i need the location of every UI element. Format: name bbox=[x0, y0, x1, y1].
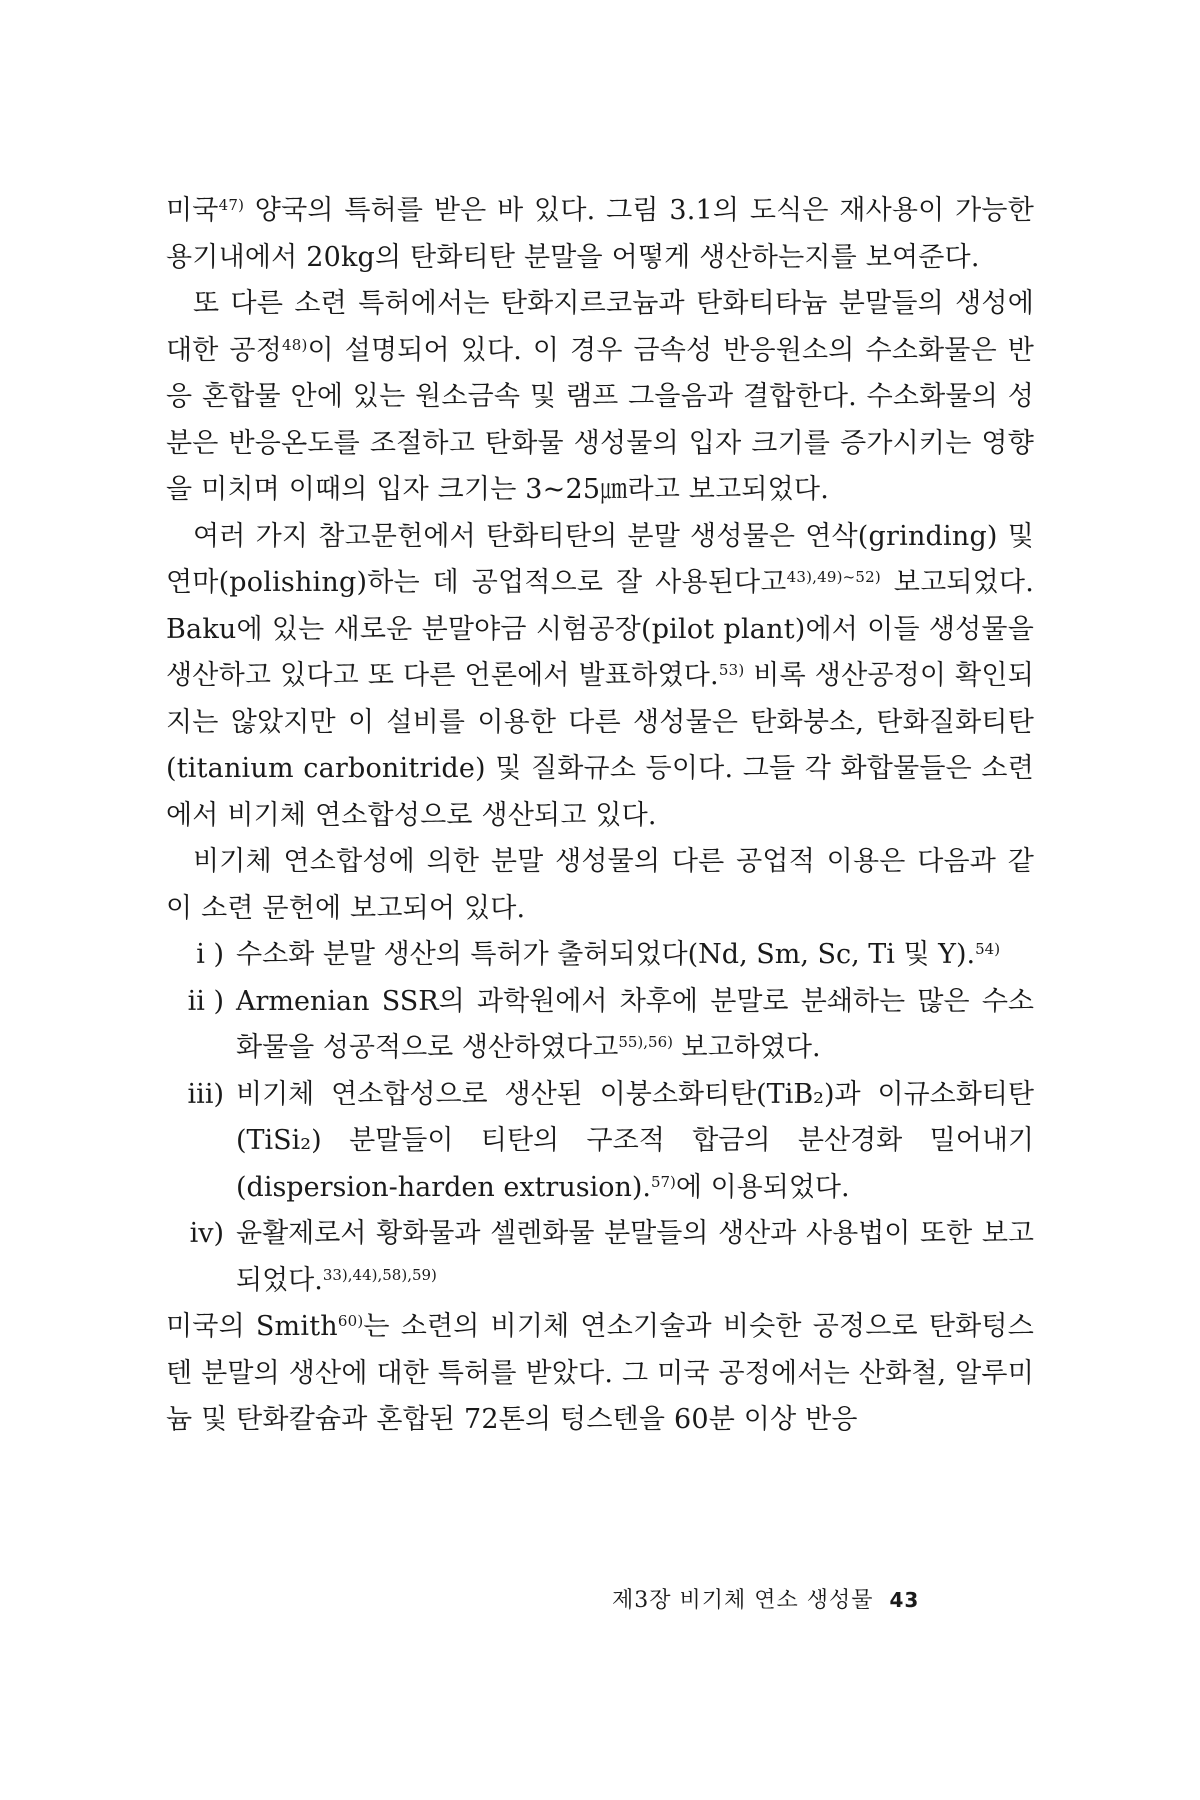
page-footer bbox=[612, 1585, 919, 1616]
paragraph-2 bbox=[166, 281, 1034, 514]
list-text: 에 이용되었다. bbox=[675, 1171, 850, 1203]
list-text: 보고하였다. bbox=[672, 1032, 821, 1063]
paragraph-text: 미국의 Smith bbox=[166, 1311, 338, 1342]
body-text bbox=[166, 188, 1034, 1444]
list-text: 비기체 연소합성으로 생산된 이붕소화티탄(TiB₂)과 이규소화티탄(TiSi₂) 분말들이 티탄의 구조적 합금의 분산경화 밀어내기(dispersion-harden extrusion). bbox=[236, 1078, 1034, 1203]
list-item-text bbox=[236, 1211, 1034, 1304]
list-marker: ii ) bbox=[187, 985, 224, 1017]
paragraph-text: 양국의 특허를 받은 바 있다. 그림 3.1의 도식은 재사용이 가능한 용기내에서 20kg의 탄화티탄 분말을 어떻게 생산하는지를 보여준다. bbox=[166, 195, 1034, 273]
paragraph-text: 는 소련의 비기체 연소기술과 비슷한 공정으로 탄화텅스텐 분말의 생산에 대한 특허를 받았다. 그 미국 공정에서는 산화철, 알루미늄 및 탄화칼슘과 혼합된 72톤의 텅스텐을 60분 이상 반응 bbox=[166, 1311, 1034, 1435]
footnote-ref: 57) bbox=[650, 1172, 676, 1191]
paragraph-4 bbox=[166, 839, 1034, 932]
list-marker: iv) bbox=[189, 1218, 224, 1249]
footnote-ref: 60) bbox=[337, 1312, 364, 1330]
list-marker: i ) bbox=[196, 939, 224, 970]
numbered-list bbox=[166, 932, 1034, 1304]
list-item bbox=[166, 979, 1034, 1072]
list-item-text bbox=[236, 932, 1034, 979]
list-text: 윤활제로서 황화물과 셀렌화물 분말들의 생산과 사용법이 또한 보고되었다. bbox=[236, 1218, 1034, 1296]
footnote-ref: 54) bbox=[975, 940, 1001, 958]
paragraph-3 bbox=[166, 514, 1034, 840]
footnote-ref: 47) bbox=[218, 196, 245, 214]
page-number: 43 bbox=[889, 1588, 920, 1612]
footnote-ref: 43),49)~52) bbox=[786, 568, 881, 586]
list-marker: iii) bbox=[187, 1078, 224, 1110]
running-footer-chapter: 제3장 비기체 연소 생성물 bbox=[612, 1588, 874, 1613]
paragraph-5 bbox=[166, 1304, 1034, 1444]
footnote-ref: 33),44),58),59) bbox=[322, 1265, 437, 1284]
paragraph-1 bbox=[166, 188, 1034, 281]
footnote-ref: 48) bbox=[282, 335, 308, 354]
list-item-text bbox=[236, 979, 1034, 1072]
list-item bbox=[166, 932, 1034, 979]
paragraph-text: 비록 생산공정이 확인되지는 않았지만 이 설비를 이용한 다른 생성물은 탄화붕소, 탄화질화티탄(titanium carbonitride) 및 질화규소 등이다. 그들 각 화합물들은 소련에서 비기체 연소합성으로 생산되고 있다. bbox=[166, 660, 1034, 831]
paragraph-text: 또 다른 소련 특허에서는 탄화지르코늄과 탄화티타늄 분말들의 생성에 대한 공정 bbox=[166, 288, 1034, 366]
paragraph-text: 이 설명되어 있다. 이 경우 금속성 반응원소의 수소화물은 반응 혼합물 안에 있는 원소금속 및 램프 그을음과 결합한다. 수소화물의 성분은 반응온도를 조절하고 탄화물 생성물의 입자 크기를 증가시키는 영향을 미치며 이때의 입자 크기는 3~25㎛라고 보고되었다. bbox=[166, 334, 1034, 505]
footnote-ref: 53) bbox=[718, 661, 745, 679]
paragraph-text: 여러 가지 참고문헌에서 탄화티탄의 분말 생성물은 연삭(grinding) 및 연마(polishing)하는 데 공업적으로 잘 사용된다고 bbox=[166, 520, 1034, 598]
list-text: 수소화 분말 생산의 특허가 출허되었다(Nd, Sm, Sc, Ti 및 Y). bbox=[236, 939, 976, 970]
list-item bbox=[166, 1072, 1034, 1212]
list-item bbox=[166, 1211, 1034, 1304]
list-item-text bbox=[236, 1072, 1034, 1212]
paragraph-text: 보고되었다. Baku에 있는 새로운 분말야금 시험공장(pilot plant)에서 이들 생성물을 생산하고 있다고 또 다른 언론에서 발표하였다. bbox=[166, 567, 1034, 691]
paragraph-text: 비기체 연소합성에 의한 분말 생성물의 다른 공업적 이용은 다음과 같이 소련 문헌에 보고되어 있다. bbox=[166, 846, 1034, 924]
list-text: Armenian SSR의 과학원에서 차후에 분말로 분쇄하는 많은 수소화물을 성공적으로 생산하였다고 bbox=[236, 985, 1034, 1063]
paragraph-text: 미국 bbox=[166, 195, 219, 226]
footnote-ref: 55),56) bbox=[618, 1033, 673, 1051]
